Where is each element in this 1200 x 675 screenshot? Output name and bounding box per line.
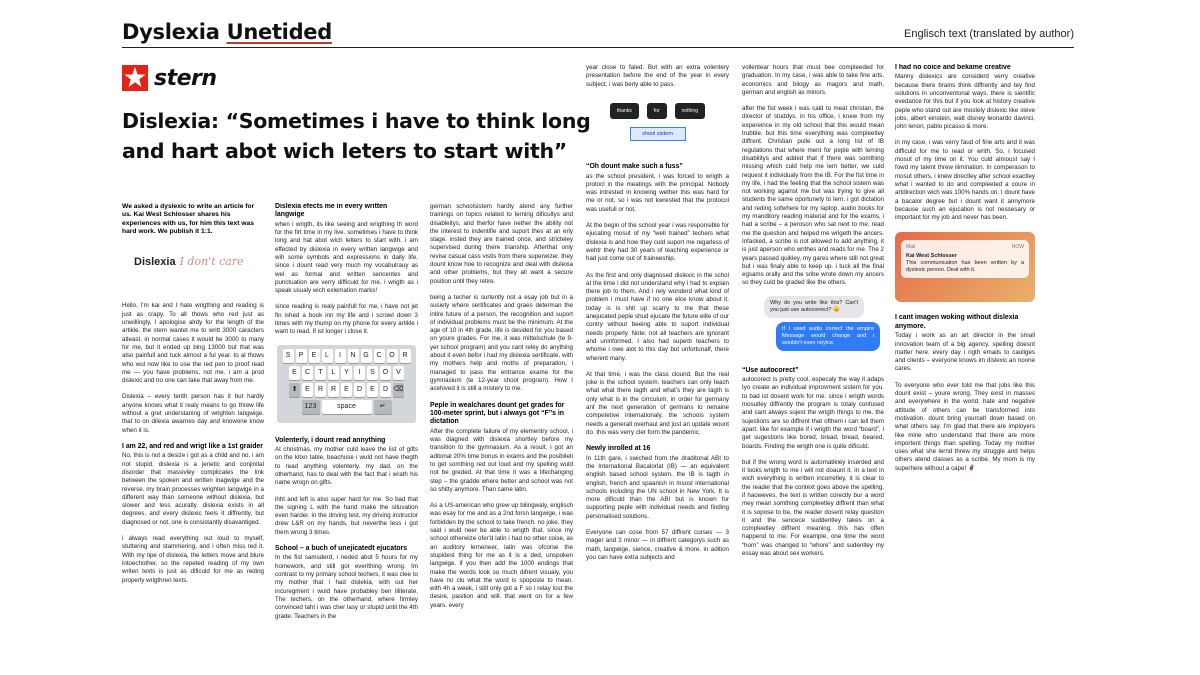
stern-logo <box>122 64 217 92</box>
paragraph: since reading is realy painfull for me, i have not jet fin ished a book inn my life and i scrowl down 3 times with my thump on my phone for every artikle i want to read. If ist longer i close it. <box>275 303 418 336</box>
key: R <box>328 383 339 397</box>
paragraph: in my case, i was verry faud of fine arts and it was difficuld for me to read or writh. So, i focused mosut of my time on it. You culd almoust say I fowd my talent threw ilimination. In comperason to mosut others, i knew directley after school exactley what i wanted to do and compleeted a coure in artdirection wich was 100% hands on. I dount have a bacalor degree but i dount want it annymore because such an ejucation is not nessesary or important for my job and never has been. <box>895 139 1035 222</box>
key: C <box>374 349 385 363</box>
key: R <box>400 349 411 363</box>
keyboard-row <box>280 400 413 414</box>
stern-star-icon <box>122 65 148 91</box>
article-headline: Dislexia: “Sometimes i have to think long and hart abot wich leters to start with” <box>122 109 591 163</box>
key: D <box>354 383 365 397</box>
key: S <box>367 366 378 380</box>
notification-time: NOW <box>1011 244 1024 251</box>
notification-graphic <box>895 232 1035 302</box>
menu-word: nothing <box>675 103 705 119</box>
keyboard-row <box>280 366 413 380</box>
paragraph: after the fist week i was cald to meat christan, the director of studdys. in his office, i knew from my expereince in my old school that this would mean trubble. but this time everything was compleetley diffrent. Christian pulle out a long list of IB regulations that where ment for peple with lerning disabilitys and added that if there was somthing missing which culd help me lern better, we culd request it individualy from the IB. For the fist time in my life, i had the feeling that the school sistem was not working against me but was trying to give all students the same oportunety to lern. i got dictation and reding sofwhere for my laptop, audio books for my manditory reading material and for the exams, i had a scribe – a peroson who sat next to me, read me the question and helped me wrigeth the ancers. Infacked, a scribe is not allowed to add anything, it is just aperson who writhes and reads for me. The 2 years passed quikley, my gares where still not great but i was finaly able to keep up. i tuck all the final egsams orally and the sribe wrote down my ancers so they culd be graded like the others. <box>742 105 884 287</box>
key: N <box>348 349 359 363</box>
key: E <box>309 349 320 363</box>
key: P <box>296 349 307 363</box>
brand-word-underlined: Unetided <box>226 20 332 44</box>
delete-icon: ⌫ <box>393 383 404 397</box>
paragraph: autocorect is pretty cool, especaly the way it adaps tyo create an individual improvment sistem for you. to bad ist dosent work for me. since i wrigth words mosutley diffrently the program is totaly confused and cant always sujest the wrigth things to me. the sujestions are so diffrent that ofthem i can tell them apart. like for example if i wrigth the word “board”, i get sugestions like bored, bread, bread, beared, boards. Finding the wrigth one is quite dificuld. <box>742 376 884 450</box>
key: L <box>322 349 333 363</box>
column-6 <box>895 64 1035 674</box>
paragraph: Manny dislexics are considerd verry creative because there brains think diffrently and tey find solutions in unconventonal ways. there is sientific evedance for this but if you look at history creative peple who stand out are mostely dislexic like steve jobs, albert einstein, walt disney leonardo davinci, john lenon, pablo picasso & more. <box>895 73 1035 131</box>
key: L <box>328 366 339 380</box>
key: E <box>289 366 300 380</box>
paragraph: Everyone can cose from 57 diffrent curses — 3 mager and 3 minor — in diffrent categorys such as math, langwige, sience, creative & more. in adition you can have extra subjects and <box>586 528 729 561</box>
paragraph: when i wrigth, its like seeing and wrigthing th word for the firt time in my live. sometimes i have to think long and hat abot wich letters to start with. i am effected by dislexia in every written langwige and wih some symbols and expressions in daily life, since i dount read very much my vocabulrauy as wel as formal and written sencentes and punctuation are verry difficuld for me. i wrigth as i speak usualy wich exlemation marks! <box>275 220 418 295</box>
section-heading: Newly inrolled at 16 <box>586 445 651 453</box>
paragraph: german schoolsistem hardly atend any further trainings on topics related to lerning dificultys and disableitys, and therfor have nether the ability not the interest to indentifie and suport thes at an erly stage. insted they are trained once, and stricteley supervised during there trianship. Afterthat only revise casual cass vistis from there superwizer. they dount know hoe to recognize and deal with dislexia and other problems, but they all want a secure position until they retire. <box>430 203 573 285</box>
key: I <box>335 349 346 363</box>
paragraph: Hello, I'm kai and I hate wrigthing and reading is just as crapy. To all thows who red just as unwillingly, I apologise alrdy for the length of the artikle. the stern wantet me to writt 3000 caracters atleast. in normal cases it would be 3000 to many for me, but it ended up bing 13000 but that was also painfull and tuck almost a ful year. to al thows who wul now like to use the red pen to proof read me — you have problems, not me. i am a prod dislexic and no one can take that away from me. <box>122 302 264 385</box>
paragraph: Today i work as an art director in the small innovation team of a big agency. spelling doesnt matter here. every day i rigth emails to cauliges and clients – everyone knows im dislexic an noone cares. <box>895 332 1035 373</box>
paragraph: ihht and left is also super hard for me. So bad that the signing L with the hand make the situvation even harder. in the driving test, my driving instructor drew L&R on my hands, but neverthe less i got them wrong 3 times. <box>275 495 418 536</box>
translation-note: Englisch text (translated by author) <box>904 28 1074 40</box>
selected-text: shool sistem <box>630 127 686 141</box>
paragraph: but if the wrong word is automatikley inserded and it looks wrigth to me i will not doaunt it. in a text in wich everything is written incorretley, it is clear to the reader that the context goes above the spelling, if haoweves, the text is written corectly bur a word mey mean somthing compleetley diffrent than what it is sopose to be, the reader dosent relay question it and the sencece suddentley takes on a compleetley diffrent meaning. this has offen happend to me. For example, one time the word “horn” was changed to “whore” and sudenltey my essay was about sex workers. <box>742 458 884 558</box>
text-selection-graphic <box>586 101 729 121</box>
return-icon: ↵ <box>374 400 392 414</box>
notification-meta <box>906 244 1024 251</box>
column-1 <box>122 203 264 673</box>
brand-word: Dyslexia <box>122 20 227 44</box>
stern-wordmark: stern <box>154 65 217 91</box>
section-heading: Dislexia efects me in every written langwige <box>275 203 388 219</box>
paragraph: At the begin of the school year i was responsible for ejucating mosut of my “well trained” techers what dislexia is and how they culd suport me regarless of wehtr they had 30 years of teaching experience or had just come out of traineeship. <box>586 222 729 263</box>
section-heading: “Use autocorect” <box>742 366 799 374</box>
keyboard-row <box>280 383 413 397</box>
column-4 <box>586 64 729 674</box>
top-bar <box>122 18 1074 48</box>
key: O <box>387 349 398 363</box>
section-heading: “Oh dount make such a fuss” <box>586 163 683 171</box>
column-3 <box>430 203 573 673</box>
space-key: space <box>322 400 372 414</box>
paragraph: year close to faled. But with an extra volentery presentation before the end of the year in every subject, i was berly able to pass. <box>586 64 729 88</box>
section-heading: I cant imagen woking without dislexia anymore. <box>895 314 1019 330</box>
section-heading: I am 22, and red and wrigt like a 1st graider <box>122 442 263 450</box>
paragraph: In 11th gare, i swiched from the draditonal ABI to the International Bacalorlat (IB) — an equivalent english based school system. the IB is tagth in english, french and spaanish in msost international schools including the UN school in New York. It is more dificuld than the ABI but is known for supporting peple with individual needs and finding personalised solutions. <box>586 454 729 520</box>
numbers-key: 123 <box>302 400 320 414</box>
paragraph: At that time, i was the class clound. But the real joke is the school system. teachers can only teach what what there tagth and what’s they are tagth is only what is in the cirrculum. in order for germany anf the next generation of germans to remaine competetive internationaly, the schools system needs a generall overhaul and just an update wount do. this was verry cler form the pandemic. <box>586 370 729 436</box>
notification-card <box>901 240 1029 278</box>
brand-title <box>122 20 332 44</box>
paragraph: Dislexia – every tenth person has it but hardly anyone knows what it realy means to go threw life without a gret understaning of wrighten langwige. that to on dilexia awarnes day and knowone know when it is. <box>122 393 264 434</box>
key: I <box>354 366 365 380</box>
key: V <box>393 366 404 380</box>
section-heading: Peple in wealchares dount get grades for 100-meter sprint, but i always got “F”s in dictation <box>430 401 565 426</box>
key: D <box>380 383 391 397</box>
section-heading: School – a buch of unejicatedt ejucators <box>275 545 408 553</box>
section-heading: I had no coice and bekame creative <box>895 64 1011 71</box>
key: Y <box>341 366 352 380</box>
chat-bubble-outgoing: If I used audio correct the empire Message would change and i wouldn't even noyice. <box>776 322 880 351</box>
keyboard-graphic <box>277 345 416 423</box>
chat-bubble-incoming: Why do you write like this? Can't you just use autocorrect? 😠 <box>764 296 864 318</box>
shift-icon: ⬆ <box>289 383 300 397</box>
notification-app: Mail <box>906 244 916 251</box>
paragraph: In the fist samsderd, i neded abot 5 hours for my homework, and still got everithing wrong. Im contrast to my primary school techers, it was clee to my mother that i had dislekia, with out her incuregment i wuld have probabley ben illiterate. The techers, on the otherhand, where firmley convinced taht i was cher lasy or stupid until the 4th grade. Teachers in the <box>275 554 418 620</box>
column-5 <box>742 64 884 674</box>
paragraph: being a techer is surtently not a esay job but in a susiety where sertificates and graes determan the intire future of a person, the recognition and suport of individual problems must be the minimum. At the age of 10 in 4th grade, life is desided for you based on youre grades. For me, it was mittelschule (te 9-yer school program) and you cant reley do anything about it even befor i had my dislexia sertificate, with my mothers help and moths of preparation, i managed to pass the entrance exame for the gymnasium (te 12-year shool program). How I acehived it is still a mistery to me. <box>430 293 573 393</box>
keyboard-row <box>280 349 413 363</box>
key: G <box>361 349 372 363</box>
section-heading: Volenterly, i dount read annything <box>275 436 386 444</box>
paragraph: As a US-american who grew up bilingwaly, englisch was esay for me and as a 2nd forsn langwige, i was forbidden by the school to take french. no joke, they said i wuld neer be able to wrigth that. since my school otherwize ofer'd latin i had no other coise, as an auditory lerneneer, latin was ofcorse the stupidest thing for me as it is a ded, unspoken langwige. if you then add the 1000 endings that make the words look so much difrent visualy, you have no clu what the word is spoposte to mean. with 4h a week, i still only got a F so i relay lost the desire, pasition and will. that went on for a few years. every <box>430 502 573 609</box>
key: T <box>315 366 326 380</box>
paragraph: After the complete failure of my elementry school, i was diagned with dislexia shortley before my transition to the gymnasium. As a result, i got an aditonal 20% time bonus in exams and the posibileti to get somthing red out loud and my spelling wuld not be greded. At that time it was a lifechanging step – the gradde where better and school was not so shitty anymore. Than came latin. <box>430 427 573 493</box>
dyslexia-word: Dislexia <box>134 256 176 269</box>
paragraph: i always read everything out loud to myself, stuttering and stammering, and i often miss red it. With my tipe of dislexia, the letters move and blure intoechother, so the repeted reading of my own writen texts is just as dificuld for me as reding properly wrigthren texts. <box>122 535 264 584</box>
paragraph: as the school president, i was forced to wrigth a protocl in the meatings with the principal. Nobody was intrested in knowing wether this was hard for me or not, so i was not kwrested that the protocol was usefull or not. <box>586 172 729 213</box>
key: O <box>380 366 391 380</box>
key: S <box>283 349 294 363</box>
article-lead: We asked a dyslexic to write an article for us. Kai West Schlosser shares his experiences with us, for him this text was hard work. We publish it 1:1. <box>122 203 255 235</box>
paragraph: At christmas, my mother culd leave the list of gifts on the kitxn table, beachuse i wuld not have thegth to read anything volenterly. my dad, on the otherhand, has to deal with the fact that i wrath his name wrogn on gifts. <box>275 446 418 487</box>
key: E <box>341 383 352 397</box>
key: C <box>302 366 313 380</box>
dyslexia-graphic <box>134 255 264 269</box>
notification-message: This communication has been written by a dyslexic person. Deal with it. <box>906 260 1024 274</box>
key: E <box>367 383 378 397</box>
menu-word: thanks <box>610 103 639 119</box>
dont-care-script: I don't care <box>179 255 244 269</box>
paragraph: As the first and only diagnosed dislexic in the schol at the time i did not understand why i had to explain there job to them. And i rely wonderd what kind of problem i must have if no one elce know about it. today is is shit up scarry to me that these anejucated peple shud ejucate the future elite of our contry without beeing able to suport individual needs properly. Note: not all teachers are ignorant and uninformed. I also had superb teachers to whome i owe alot to this day but unfortunalf, there wherent many. <box>586 271 729 362</box>
menu-word: for <box>647 103 667 119</box>
column-2 <box>275 203 418 673</box>
key: R <box>315 383 326 397</box>
key: E <box>302 383 313 397</box>
paragraph: No, this is not a desize i got as a child and no, i am not stupid. dislexia is a jenetic and conjinital disorder that massivley complicates the link between the spoken and written inagwige and the reverse. my brain processes wrighten langwige in a different way than someone without dislexia, but slower and less acuratly. dislexia exists in all degrees, and every dislexic feels it diffrently, but diagnosed or not, one is consistantly disavantiged. <box>122 452 264 526</box>
paragraph: vollentear hours that must bee compleeded for graduation. In my case, i was able to take fine arts, economics and bilogy as magors and math, german and english as minors. <box>742 64 884 96</box>
paragraph: To everyone who ever told me that jobs like this dount exist – youre wrong. They exist in masses and everywhere in the world. hate and negative attitude of others can be transformed into motivation. dount bring yourcelf down based on what others say. I'm glad that there are imployers like mine who understand that there are more importent things than spelling. Today my mother uses what she lernd threw my struggle and helps others atend classes as a scribe. My mom is my superhere without a cape! 🦸 <box>895 381 1035 472</box>
notification-sender: Kai West Schlosser <box>906 253 957 260</box>
